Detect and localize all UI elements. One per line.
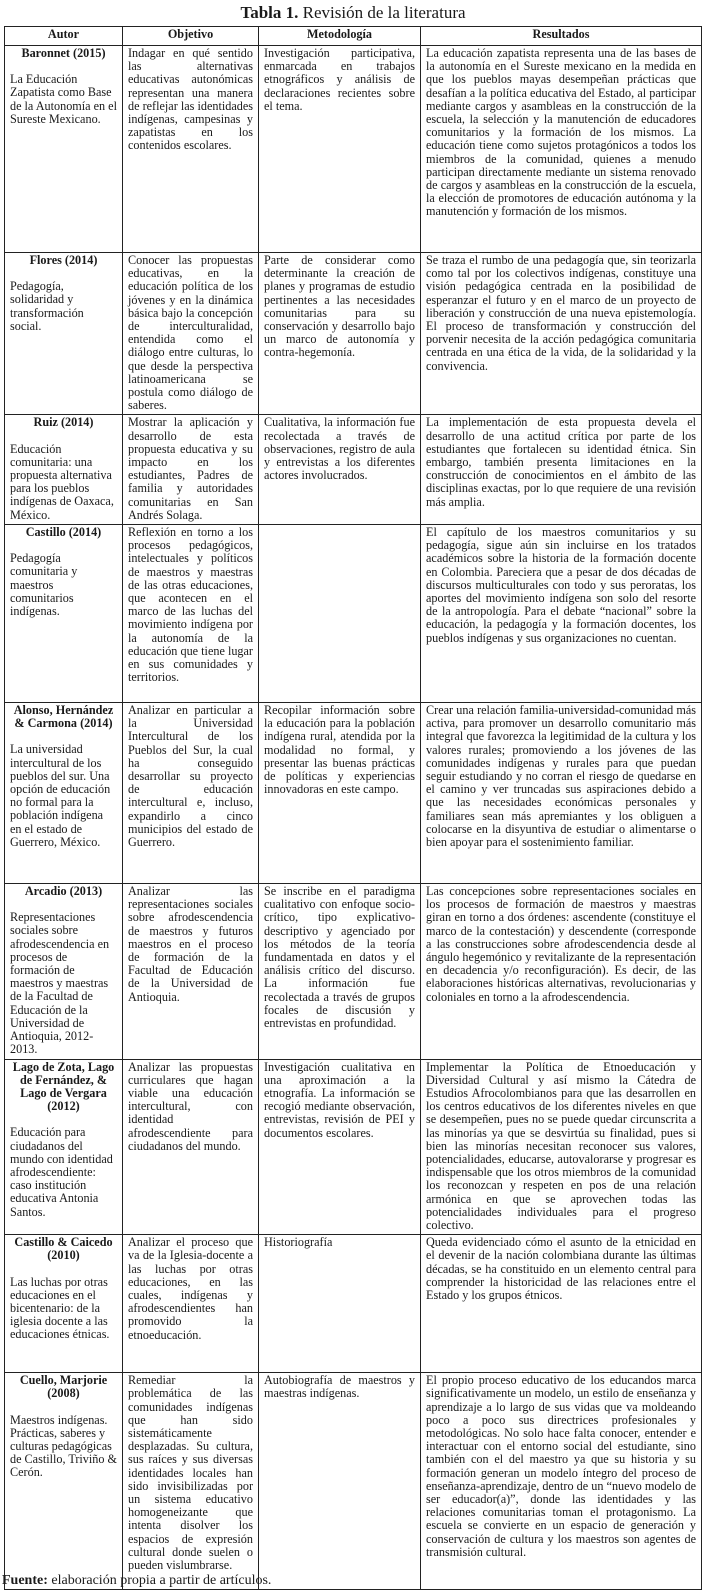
author-cell <box>5 253 123 415</box>
objective-cell: Conocer las propuestas educativas, en la educación política de los jóvenes y en la dinámica básica bajo la concepción de interculturalidad, entendida como el diálogo entre culturas, lo que desde la perspectiva latinoamericana se postula como diálogo de saberes. <box>123 253 259 415</box>
objective-cell: Reflexión en torno a los procesos pedagógicos, intelectuales y políticos de maestros y maestras de las otras educaciones, que acontecen en el marco de las luchas del movimiento indígena por la autonomía de la educación que tiene lugar en sus comunidades y territorios. <box>123 525 259 703</box>
work-title: Educación comunitaria: una propuesta alternativa para los pueblos indígenas de Oaxaca, México. <box>10 441 114 522</box>
source-note-text: elaboración propia a partir de artículos. <box>47 1573 272 1588</box>
table-title-label: Tabla 1. <box>240 3 299 22</box>
source-note <box>2 1572 271 1590</box>
methodology-cell: Historiografía <box>259 1235 421 1373</box>
header-metodologia: Metodología <box>259 27 421 46</box>
results-cell: Implementar la Política de Etnoeducación y Diversidad Cultural y así mismo la Cátedra de Estudios Afrocolombianos para que las desarrollen en los centros educativos de los diferentes niveles en que se desempeñen, pues no se puede quedar circunscrita a las minorías ya que se desvirtúa su finalidad, pues si bien las minorías necesitan reconocer sus valores, potencialidades, educarse, autovalorarse y progresar es indispensable que los otros miembros de la comunidad los reconozcan y respeten en pos de una relación armónica en que se aprovechen todas las potencialidades individuales para el progreso colectivo. <box>421 1059 702 1235</box>
work-title: La Educación Zapatista como Base de la Autonomía en el Sureste Mexicano. <box>10 72 117 126</box>
work-title: Maestros indígenas. Prácticas, saberes y culturas pedagógicas de Castillo, Triviño & Cerón. <box>10 1412 117 1480</box>
table-title-text: Revisión de la literatura <box>298 3 466 22</box>
table-row <box>5 525 702 703</box>
author-name: Arcadio (2013) <box>24 884 103 899</box>
author-name: Lago de Zota, Lago de Fernández, & Lago de Vergara (2012) <box>12 1059 115 1114</box>
author-cell <box>5 884 123 1059</box>
results-cell: La educación zapatista representa una de las bases de la autonomía en el Sureste mexicano en la medida en que los pueblos mayas desempeñan prácticas que desafían a la política educativa del Estado, al participar mediante cargos y asambleas en la construcción de la escuela, la selección y la manutención de educadores comunitarios y la formación de los mismos. La educación tiene como sujetos protagónicos a todos los miembros de la comunidad, quienes a menudo participan directamente mediante un sistema renovado de cargos y asambleas en la construcción de la escuela, la elección de promotores de educación autónoma y la manutención y formación de los mismos. <box>421 46 702 253</box>
work-title: Pedagogía, solidaridad y transformación social. <box>10 279 84 333</box>
work-title: Representaciones sociales sobre afrodescendencia en procesos de formación de maestros y maestras de la Facultad de Educación de la Universidad de Antioquia, 2012-2013. <box>10 910 110 1057</box>
author-cell <box>5 46 123 253</box>
author-cell <box>5 1235 123 1373</box>
methodology-cell: Investigación cualitativa en una aproximación a la etnografía. La información se recogió mediante observación, entrevistas, revisión de PEI y documentos escolares. <box>259 1059 421 1235</box>
table-title <box>0 2 706 24</box>
source-note-label: Fuente: <box>2 1573 48 1588</box>
objective-cell: Analizar en particular a la Universidad Intercultural de los Pueblos del Sur, la cual ha conseguido desarrollar su proyecto de educación intercultural e, incluso, expandirlo a cinco municipios del estado de Guerrero. <box>123 703 259 884</box>
work-title: Pedagogía comunitaria y maestros comunitarios indígenas. <box>10 551 78 619</box>
work-title: Las luchas por otras educaciones en el bicentenario: de la iglesia docente a las educaciones étnicas. <box>10 1274 110 1342</box>
author-name: Cuello, Marjorie (2008) <box>19 1373 108 1401</box>
table-row <box>5 46 702 253</box>
table-row <box>5 1235 702 1373</box>
author-name: Flores (2014) <box>29 253 98 267</box>
work-title: La universidad intercultural de los pueblos del sur. Una opción de educación no formal para la población indígena en el estado de Guerrero, México. <box>10 742 111 849</box>
methodology-cell: Cualitativa, la información fue recolectada a través de observaciones, registro de aula y entrevistas a los diferentes actores involucrados. <box>259 415 421 525</box>
methodology-cell <box>259 525 421 703</box>
methodology-cell: Recopilar información sobre la educación para la población indígena rural, atendida por la modalidad no formal, y presentar las buenas prácticas de políticas y experiencias innovadoras en este campo. <box>259 703 421 884</box>
table-row <box>5 703 702 884</box>
literature-review-table <box>4 26 702 1590</box>
objective-cell: Remediar la problemática de las comunidades indígenas que han sido sistemáticamente desplazadas. Su cultura, sus raíces y sus diversas identidades locales han sido invisibilizadas por un sistema educativo homogeneizante que intenta disolver los espacios de expresión cultural donde suelen o pueden vislumbrarse. <box>123 1373 259 1590</box>
objective-cell: Analizar las propuestas curriculares que hagan viable una educación intercultural, con identidad afrodescendiente para ciudadanos del mundo. <box>123 1059 259 1235</box>
header-resultados: Resultados <box>421 27 702 46</box>
methodology-cell: Investigación participativa, enmarcada en trabajos etnográficos y análisis de declaraciones recientes sobre el tema. <box>259 46 421 253</box>
results-cell: Queda evidenciado cómo el asunto de la etnicidad en el devenir de la nación colombiana durante las últimas décadas, se ha constituido en un elemento central para comprender la historicidad de las relaciones entre el Estado y los grupos étnicos. <box>421 1235 702 1373</box>
table-row <box>5 1059 702 1235</box>
results-cell: El capítulo de los maestros comunitarios y su pedagogía, sigue aún sin incluirse en los tratados académicos sobre la historia de la formación docente en Colombia. Pareciera que a pesar de dos décadas de discursos multiculturales con todo y sus peroratas, los aportes del movimiento indígena son solo del resorte de la antropología. Para el debate “nacional” sobre la educación, la pedagogía y la formación docentes, los pueblos indígenas y sus organizaciones no cuentan. <box>421 525 702 703</box>
table-header-row <box>5 27 702 46</box>
results-cell: El propio proceso educativo de los educandos marca significativamente un modelo, un estilo de enseñanza y aprendizaje a lo largo de sus vidas que va moldeando poco a poco sus directrices profesionales y metodológicas. No solo hace falta conocer, entender e interactuar con el entorno social del estudiante, sino también con el del maestro ya que su historia y su formación generan un modelo íntegro del proceso de enseñanza-aprendizaje, dentro de un “nuevo modelo de ser educador(a)”, donde las identidades y las relaciones comunitarias toman el protagonismo. La escuela se convierte en un espacio de generación y conservación de cultura y los maestros son agentes de transmisión cultural. <box>421 1373 702 1590</box>
author-name: Alonso, Hernández & Carmona (2014) <box>13 703 114 731</box>
header-objetivo: Objetivo <box>123 27 259 46</box>
header-autor: Autor <box>5 27 123 46</box>
objective-cell: Analizar el proceso que va de la Iglesia-docente a las luchas por otras educaciones, en las cuales, indígenas y afrodescendientes han promovido la etnoeducación. <box>123 1235 259 1373</box>
work-title: Educación para ciudadanos del mundo con identidad afrodescendiente: caso institución educativa Antonia Santos. <box>10 1125 113 1219</box>
objective-cell: Indagar en qué sentido las alternativas educativas autonómicas representan una manera de reflejar las identidades indígenas, campesinas y zapatistas en los contenidos escolares. <box>123 46 259 253</box>
results-cell: Se traza el rumbo de una pedagogía que, sin teorizarla como tal por los colectivos indígenas, constituye una visión pedagógica centrada en la posibilidad de esperanzar el futuro y en el marco de un proyecto de liberación y construcción de una nueva epistemología. El proceso de transformación y construcción del porvenir necesita de la acción pedagógica comunitaria centrada en una ética de la vida, de la solidaridad y la convivencia. <box>421 253 702 415</box>
author-name: Castillo (2014) <box>25 525 102 540</box>
methodology-cell: Autobiografía de maestros y maestras indígenas. <box>259 1373 421 1590</box>
methodology-cell: Se inscribe en el paradigma cualitativo con enfoque socio-crítico, tipo explicativo-descriptivo y agenciado por los métodos de la teoría fundamentada en datos y el análisis crítico del discurso. La información fue recolectada a través de grupos focales de discusión y entrevistas en profundidad. <box>259 884 421 1059</box>
table-row <box>5 1373 702 1590</box>
objective-cell: Mostrar la aplicación y desarrollo de esta propuesta educativa y su impacto en los estudiantes, Padres de familia y autoridades comunitarias en San Andrés Solaga. <box>123 415 259 525</box>
author-cell <box>5 415 123 525</box>
results-cell: La implementación de esta propuesta devela el desarrollo de una actitud crítica por parte de los estudiantes que fortalecen su identidad étnica. Sin embargo, también presenta limitaciones en la construcción de conocimientos en el ámbito de las disciplinas exactas, por lo que requiere de una revisión más amplia. <box>421 415 702 525</box>
results-cell: Crear una relación familia-universidad-comunidad más activa, para promover un desarrollo comunitario más integral que favorezca la legitimidad de la cultura y los valores rurales; promoviendo a los jóvenes de las comunidades indígenas y rurales para que puedan seguir estudiando y no corran el riesgo de quedarse en el camino y ver truncadas sus aspiraciones debido a que las necesidades económicas personales y familiares sean más apremiantes y los obliguen a colocarse en la disyuntiva de estudiar o alimentarse o bien apoyar para el sostenimiento familiar. <box>421 703 702 884</box>
table-row <box>5 253 702 415</box>
author-cell <box>5 1373 123 1590</box>
author-name: Castillo & Caicedo (2010) <box>14 1235 113 1263</box>
author-cell <box>5 1059 123 1235</box>
methodology-cell: Parte de considerar como determinante la creación de planes y programas de estudio pertinentes a las necesidades comunitarias para su conservación y desarrollo bajo un marco de autonomía y contra-hegemonía. <box>259 253 421 415</box>
objective-cell: Analizar las representaciones sociales sobre afrodescendencia de maestros y futuros maestros en el proceso de formación de la Facultad de Educación de la Universidad de Antioquia. <box>123 884 259 1059</box>
table-row <box>5 884 702 1059</box>
author-name: Baronnet (2015) <box>21 46 106 60</box>
author-name: Ruiz (2014) <box>33 415 94 430</box>
author-cell <box>5 703 123 884</box>
table-row <box>5 415 702 525</box>
author-cell <box>5 525 123 703</box>
results-cell: Las concepciones sobre representaciones sociales en los procesos de formación de maestros y maestras giran en torno a dos órdenes: ascendente (constituye el marco de la contestación) y descendente (corresponde a las construcciones sobre afrodescendencia desde al ángulo hegemónico y revitalizante de la representación en decadencia y/o reconfiguración). Es decir, de las elaboraciones históricas alternativas, revolucionarias y coloniales en torno a la afrodescendencia. <box>421 884 702 1059</box>
